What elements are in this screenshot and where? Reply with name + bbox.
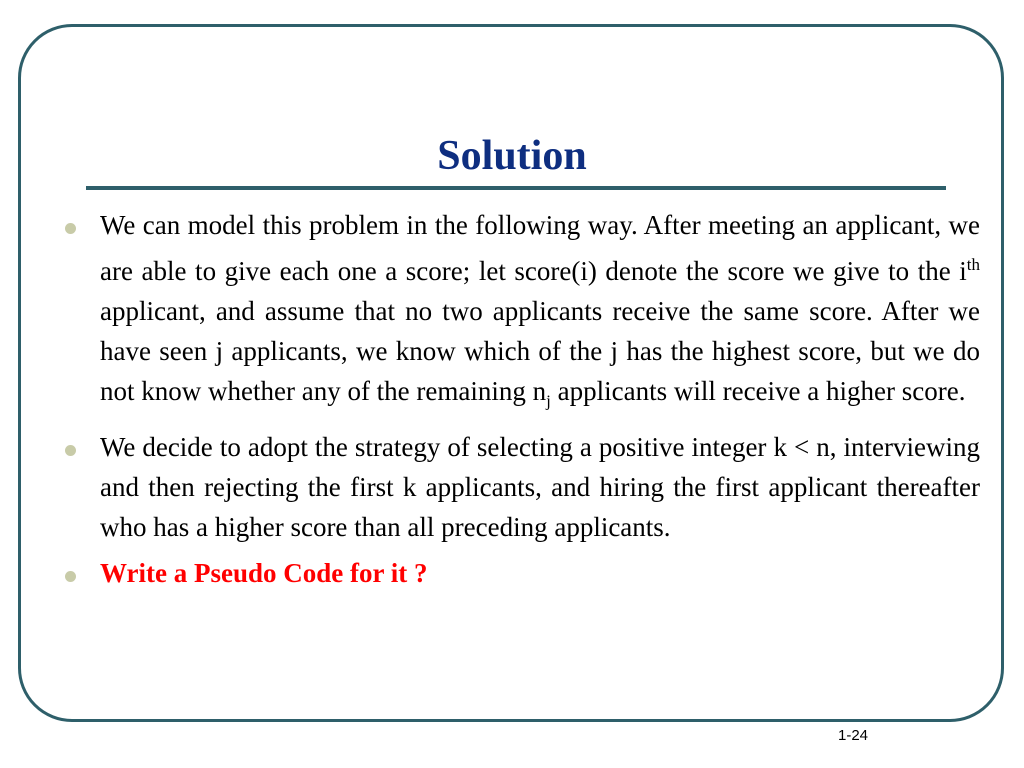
bullet-dot-icon bbox=[65, 445, 76, 456]
bullet-1-superscript: th bbox=[966, 255, 980, 274]
bullet-1-part-3: applicants will receive a higher score. bbox=[550, 376, 966, 406]
bullet-item-1 bbox=[60, 205, 980, 421]
bullet-dot-icon bbox=[65, 571, 76, 582]
bullet-text-2: We decide to adopt the strategy of selecting a positive integer k < n, interviewing and then rejecting the first k applicants, and hiring the first applicant thereafter who has a higher score than all preceding applicants. bbox=[100, 432, 980, 543]
bullet-1-subscript: j bbox=[546, 391, 551, 411]
bullet-item-3 bbox=[60, 553, 980, 593]
title-divider bbox=[86, 186, 946, 190]
bullet-1-part-2: applicant, and assume that no two applicants receive the same score. After we have seen j applicants, we know which of the j has the highest score, but we do not know whether any of the remaining n bbox=[100, 296, 980, 406]
slide-title: Solution bbox=[437, 133, 587, 179]
bullet-text-1 bbox=[100, 205, 980, 421]
bullet-1-part-1: We can model this problem in the following way. After meeting an applicant, we are able to give each one a score; let score(i) denote the score we give to the i bbox=[100, 210, 980, 286]
bullet-dot-icon bbox=[65, 223, 76, 234]
page-number: 1-24 bbox=[838, 727, 869, 744]
bullet-text-3: Write a Pseudo Code for it ? bbox=[100, 558, 428, 589]
bullet-item-2 bbox=[60, 427, 980, 547]
bullet-list bbox=[60, 205, 980, 599]
